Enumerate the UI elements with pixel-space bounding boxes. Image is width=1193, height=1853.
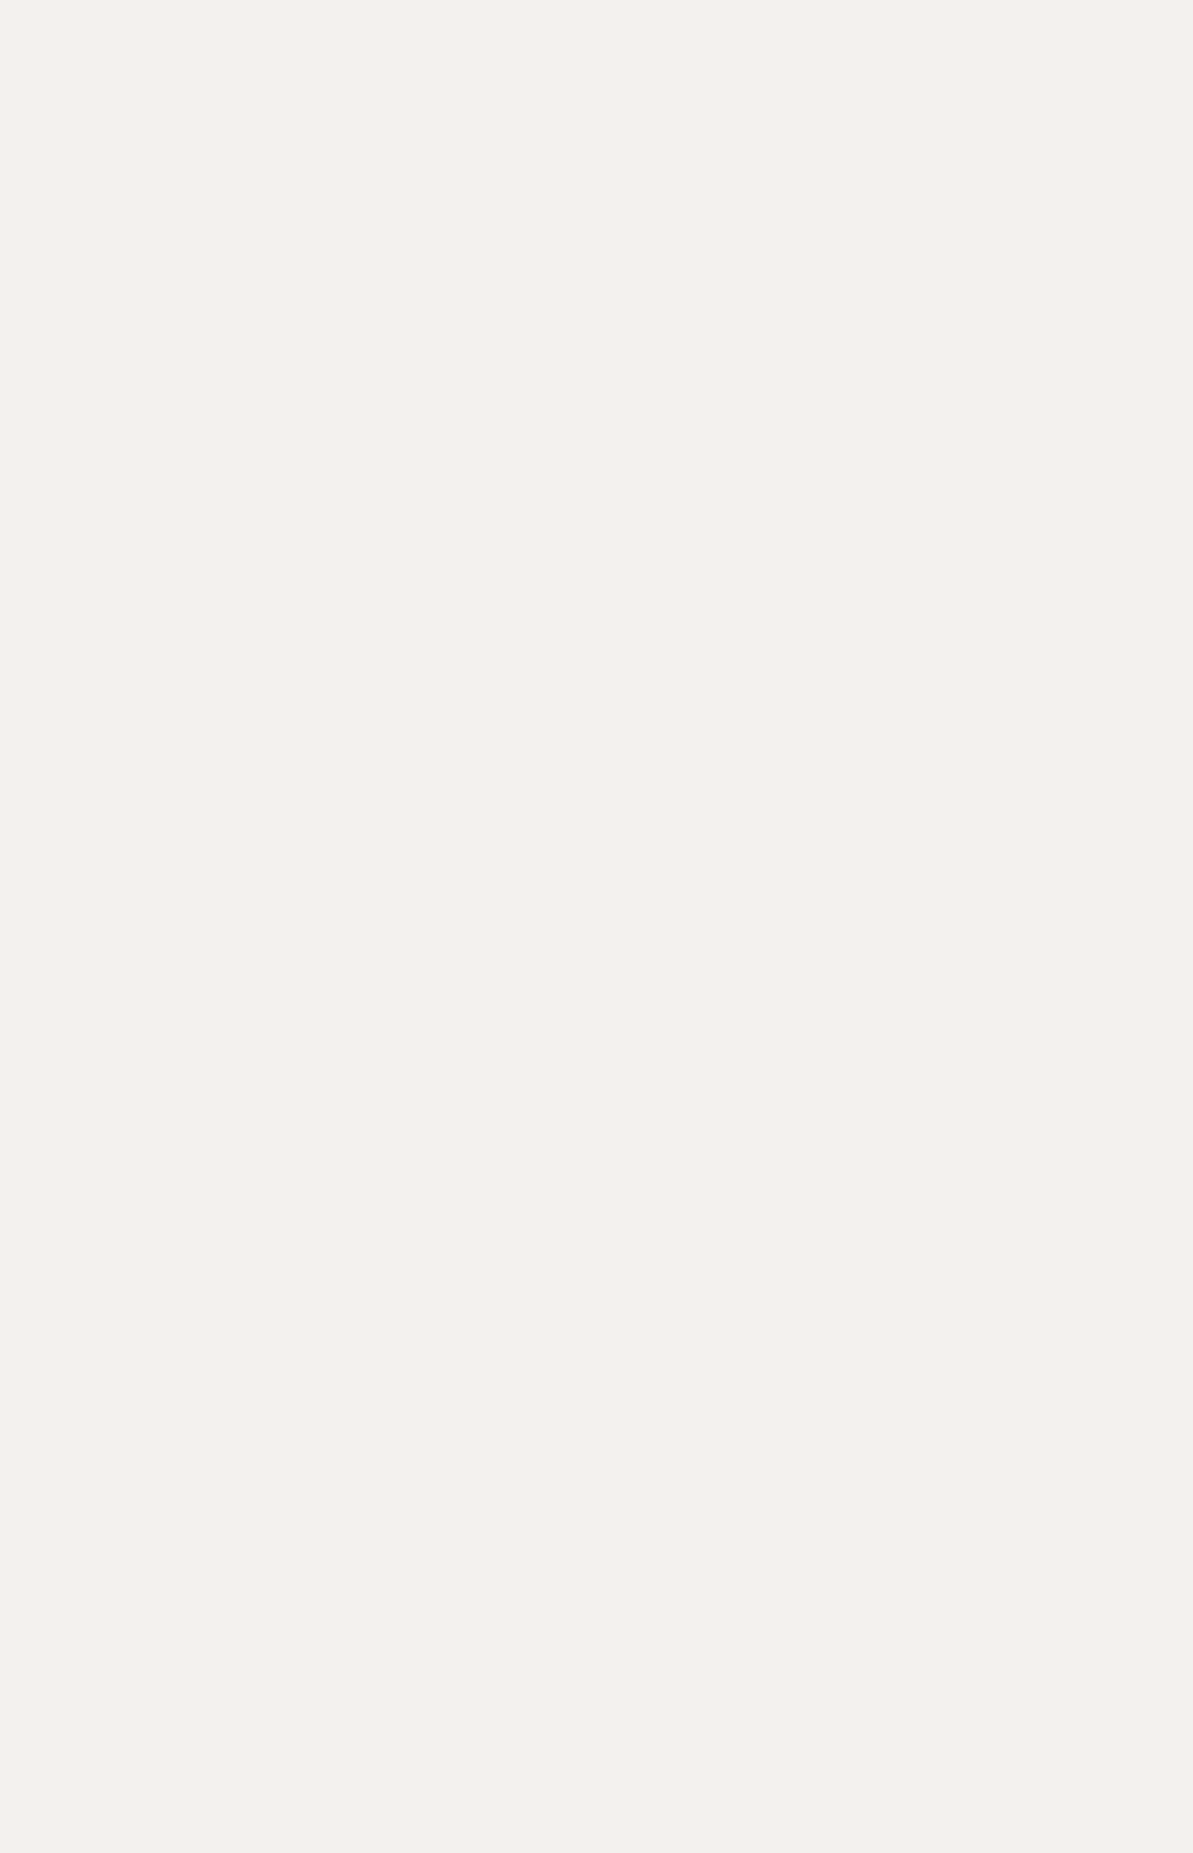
table-of-contents xyxy=(70,145,1095,167)
